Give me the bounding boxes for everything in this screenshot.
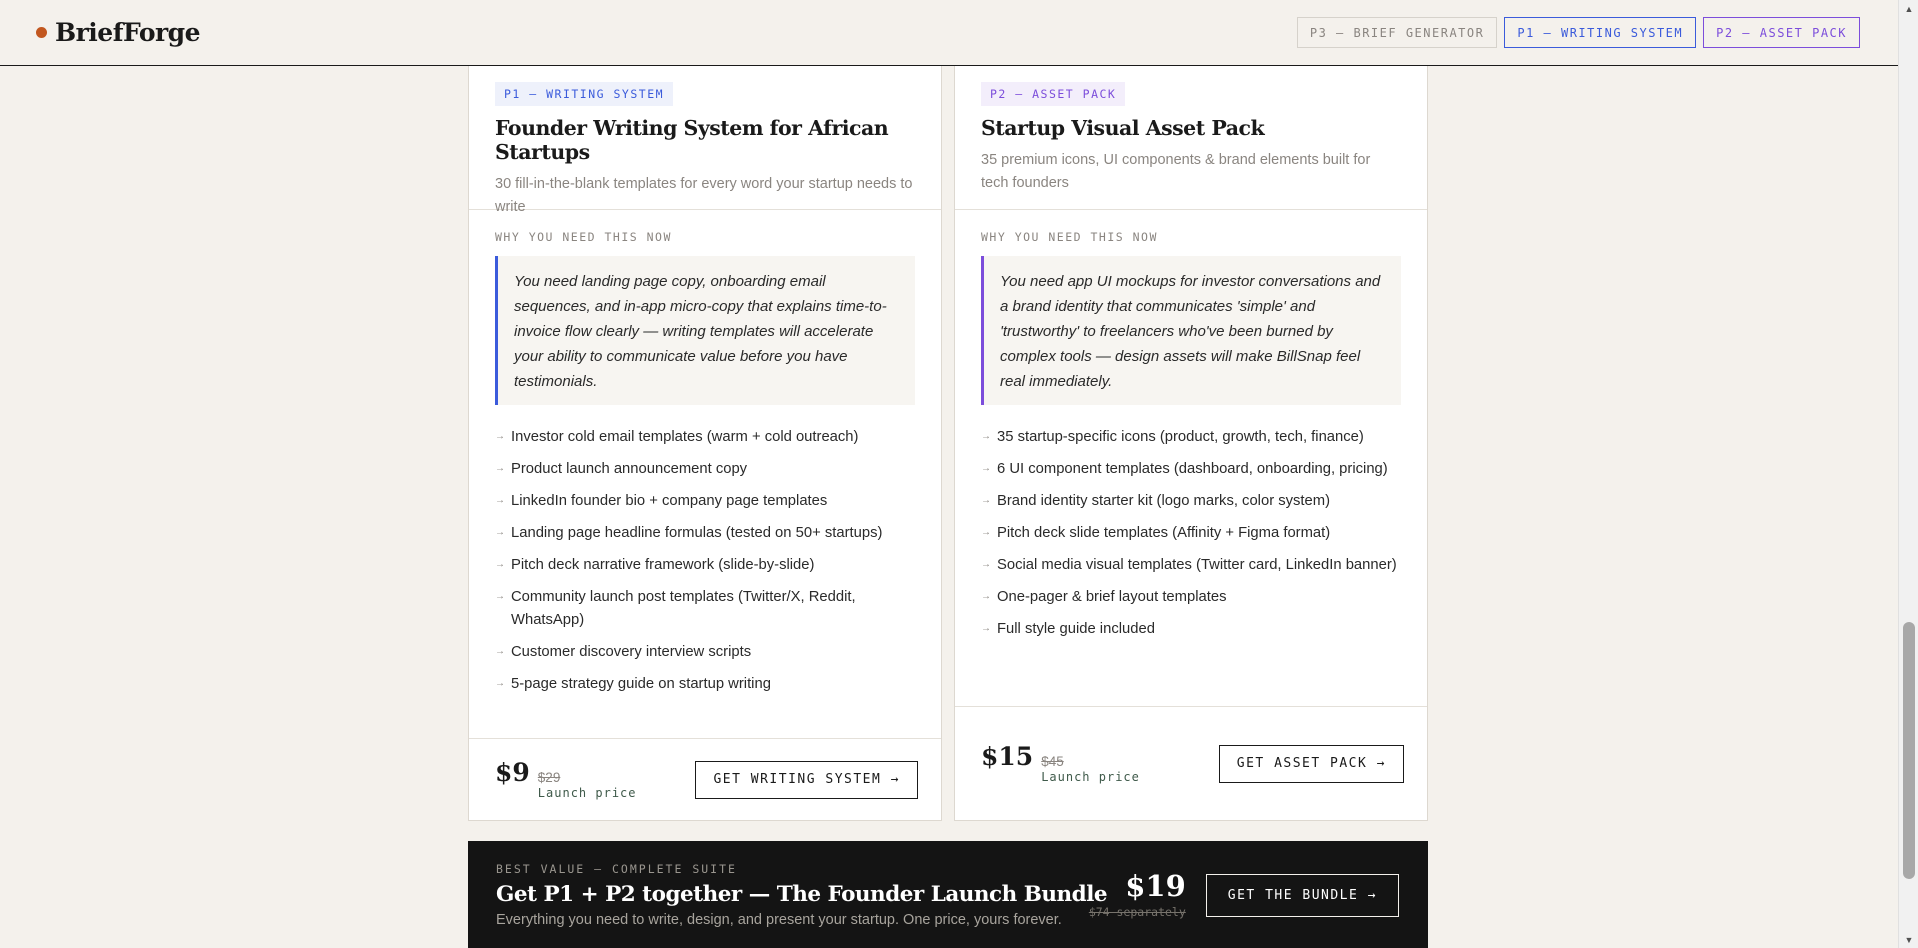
product-card-asset-pack (954, 50, 1428, 821)
arrow-icon: → (495, 591, 505, 602)
card-body (955, 210, 1427, 641)
scroll-down-arrow-icon[interactable]: ▼ (1904, 934, 1914, 945)
bundle-title: Get P1 + P2 together — The Founder Launch Bundle (496, 882, 1108, 907)
list-item (495, 673, 915, 696)
price-block (495, 758, 637, 801)
bundle-subtitle: Everything you need to write, design, and present your startup. One price, yours forever. (496, 912, 1062, 928)
arrow-icon: → (495, 645, 505, 657)
arrow-icon: → (495, 463, 505, 474)
bundle-purchase (1089, 871, 1399, 919)
feature-text: LinkedIn founder bio + company page templates (511, 493, 828, 509)
product-tag: P1 — WRITING SYSTEM (495, 82, 673, 106)
feature-text: Community launch post templates (Twitter/X, Reddit, WhatsApp) (511, 589, 856, 628)
list-item (495, 641, 915, 664)
list-item (495, 426, 915, 449)
feature-text: Social media visual templates (Twitter card, LinkedIn banner) (997, 557, 1397, 573)
get-writing-system-button[interactable]: GET WRITING SYSTEM → (695, 761, 918, 799)
feature-text: One-pager & brief layout templates (997, 589, 1227, 605)
bundle-price-block (1089, 871, 1186, 919)
why-label: WHY YOU NEED THIS NOW (495, 230, 672, 244)
product-tag: P2 — ASSET PACK (981, 82, 1125, 106)
arrow-icon: → (495, 527, 505, 538)
arrow-icon: → (981, 623, 991, 634)
list-item (495, 586, 915, 631)
product-subtitle: 30 fill-in-the-blank templates for every word your startup needs to write (495, 176, 913, 215)
card-header (955, 51, 1427, 210)
list-item (981, 458, 1401, 481)
why-label: WHY YOU NEED THIS NOW (981, 230, 1158, 244)
logo-dot-icon (36, 27, 47, 38)
feature-text: Brand identity starter kit (logo marks, color system) (997, 493, 1331, 509)
card-body (469, 210, 941, 695)
product-title: Startup Visual Asset Pack (981, 116, 1265, 140)
list-item (981, 522, 1401, 545)
arrow-icon: → (495, 495, 505, 506)
card-footer (955, 706, 1427, 820)
price-note: Launch price (537, 786, 637, 800)
top-navigation-bar (0, 0, 1898, 66)
feature-text: 35 startup-specific icons (product, growth, tech, finance) (997, 429, 1364, 445)
list-item (495, 458, 915, 481)
feature-text: 5-page strategy guide on startup writing (511, 675, 771, 692)
card-footer (469, 738, 941, 820)
nav-p1-writing-system[interactable]: P1 — WRITING SYSTEM (1504, 17, 1696, 48)
list-item (495, 554, 915, 577)
get-asset-pack-button[interactable]: GET ASSET PACK → (1219, 745, 1404, 783)
bundle-price: $19 (1125, 869, 1186, 903)
arrow-icon: → (981, 463, 991, 474)
price-note: Launch price (1041, 770, 1140, 784)
bundle-kicker: BEST VALUE — COMPLETE SUITE (496, 862, 737, 876)
brand-logo[interactable] (36, 18, 200, 47)
original-price: $29 (537, 770, 561, 785)
list-item (981, 554, 1401, 577)
price-meta (538, 758, 637, 801)
arrow-icon: → (981, 559, 991, 570)
arrow-icon: → (495, 677, 505, 689)
product-card-writing-system (468, 50, 942, 821)
feature-list (981, 426, 1401, 641)
arrow-icon: → (981, 495, 991, 506)
product-title: Founder Writing System for African Startups (495, 116, 889, 164)
feature-text: Investor cold email templates (warm + cold outreach) (511, 429, 859, 445)
feature-text: Customer discovery interview scripts (511, 643, 752, 660)
current-price: $15 (981, 742, 1034, 771)
brand-name: BriefForge (55, 18, 201, 47)
arrow-icon: → (981, 431, 991, 442)
arrow-icon: → (981, 527, 991, 538)
scrollbar-thumb[interactable] (1903, 622, 1915, 879)
list-item (981, 490, 1401, 513)
original-price: $45 (1041, 754, 1064, 769)
feature-text: Full style guide included (997, 621, 1155, 637)
feature-text: Product launch announcement copy (511, 461, 748, 477)
list-item (495, 522, 915, 545)
feature-text: Pitch deck narrative framework (slide-by-slide) (511, 557, 815, 573)
why-quote: You need landing page copy, onboarding email sequences, and in-app micro-copy that explains time-to-invoice flow clearly — writing templates will accelerate your ability to communicate value before you have testimonials. (495, 256, 915, 405)
arrow-icon: → (495, 559, 505, 570)
price-block (981, 742, 1140, 785)
list-item (981, 618, 1401, 641)
feature-text: 6 UI component templates (dashboard, onboarding, pricing) (997, 461, 1388, 477)
list-item (495, 490, 915, 513)
arrow-icon: → (981, 591, 991, 602)
price-meta (1041, 742, 1140, 785)
nav-p3-brief-generator[interactable]: P3 — BRIEF GENERATOR (1297, 17, 1498, 48)
product-subtitle: 35 premium icons, UI components & brand elements built for tech founders (981, 152, 1371, 191)
feature-list (495, 426, 915, 695)
card-header (469, 51, 941, 215)
feature-text: Landing page headline formulas (tested on 50+ startups) (511, 525, 883, 541)
bundle-banner (468, 841, 1428, 948)
get-bundle-button[interactable]: GET THE BUNDLE → (1206, 874, 1399, 917)
product-nav (1297, 17, 1860, 48)
arrow-icon: → (495, 431, 505, 442)
vertical-scrollbar[interactable] (1898, 0, 1918, 948)
feature-text: Pitch deck slide templates (Affinity + Figma format) (997, 525, 1331, 541)
nav-p2-asset-pack[interactable]: P2 — ASSET PACK (1703, 17, 1860, 48)
scroll-up-arrow-icon[interactable]: ▲ (1904, 3, 1914, 14)
bundle-original-price: $74 separately (1088, 905, 1186, 919)
list-item (981, 586, 1401, 609)
list-item (981, 426, 1401, 449)
why-quote: You need app UI mockups for investor conversations and a brand identity that communicates 'simple' and 'trustworthy' to freelancers who've been burned by complex tools — design assets will make BillSnap feel real immediately. (981, 256, 1401, 405)
current-price: $9 (495, 758, 530, 787)
